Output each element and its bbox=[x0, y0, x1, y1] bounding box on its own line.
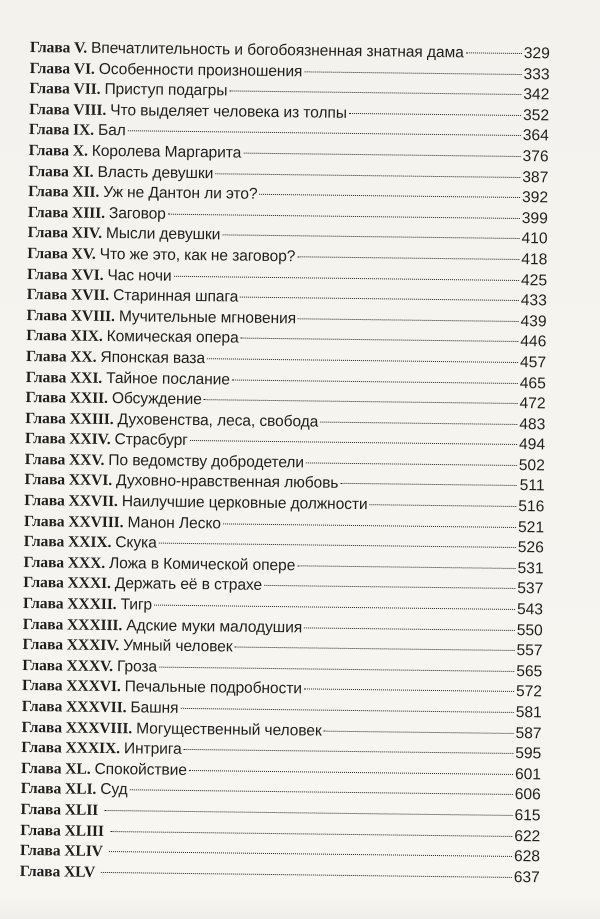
page-number: 622 bbox=[514, 827, 541, 845]
chapter-title: Печальные подробности bbox=[124, 678, 303, 698]
chapter-label: Глава XXII. bbox=[25, 389, 109, 408]
dot-leader bbox=[130, 790, 513, 796]
chapter-title: Спокойствие bbox=[94, 760, 187, 779]
page-number: 502 bbox=[518, 456, 545, 475]
dot-leader bbox=[370, 504, 517, 507]
chapter-title: Бал bbox=[97, 122, 126, 140]
page-number: 601 bbox=[514, 765, 542, 784]
chapter-title: Манон Леско bbox=[127, 513, 221, 533]
chapter-title: Особенности произношения bbox=[98, 60, 303, 80]
chapter-title: Заговор bbox=[108, 204, 166, 223]
page-number: 521 bbox=[517, 518, 545, 536]
dot-leader bbox=[128, 131, 521, 137]
dot-leader bbox=[101, 872, 512, 878]
chapter-title: Гроза bbox=[116, 657, 158, 676]
dot-leader bbox=[324, 730, 514, 733]
dot-leader bbox=[190, 440, 517, 445]
chapter-label: Глава XXXVIII. bbox=[21, 718, 133, 737]
chapter-label: Глава XV. bbox=[27, 244, 96, 263]
page-number: 550 bbox=[516, 621, 543, 639]
chapter-label: Глава XXXVI. bbox=[21, 677, 121, 696]
dot-leader bbox=[110, 831, 512, 837]
chapter-title: Суд bbox=[100, 781, 128, 799]
chapter-label: Глава XXXV. bbox=[22, 656, 114, 675]
chapter-title: Ложа в Комической опере bbox=[108, 554, 296, 575]
chapter-title: Умный человек bbox=[123, 637, 233, 656]
dot-leader bbox=[180, 708, 513, 713]
page-number: 399 bbox=[521, 209, 548, 228]
chapter-title: Интрига bbox=[123, 740, 182, 759]
chapter-label: Глава XLIII bbox=[20, 821, 105, 840]
dot-leader bbox=[207, 358, 518, 363]
page-number: 439 bbox=[520, 312, 547, 331]
page-number: 526 bbox=[517, 539, 544, 557]
chapter-title: Страсбург bbox=[114, 431, 188, 450]
dot-leader bbox=[264, 585, 515, 589]
chapter-label: Глава IX. bbox=[28, 121, 95, 140]
page-number: 465 bbox=[519, 374, 546, 392]
chapter-label: Глава XXXII. bbox=[22, 594, 117, 614]
chapter-label: Глава X. bbox=[28, 141, 88, 160]
chapter-label: Глава XXIII. bbox=[25, 409, 114, 428]
chapter-title: Тигр bbox=[120, 596, 153, 614]
page-number: 557 bbox=[516, 642, 543, 660]
chapter-label: Глава XI. bbox=[28, 162, 94, 181]
page-number: 333 bbox=[523, 65, 550, 83]
page-number: 392 bbox=[521, 189, 549, 207]
page-number: 494 bbox=[518, 436, 546, 454]
chapter-label: Глава XXVI. bbox=[24, 471, 113, 490]
dot-leader bbox=[340, 483, 516, 486]
chapter-title: Час ночи bbox=[107, 266, 172, 285]
page-number: 352 bbox=[522, 106, 550, 125]
chapter-label: Глава VIII. bbox=[29, 100, 107, 119]
chapter-label: Глава VII. bbox=[29, 80, 101, 99]
chapter-label: Глава V. bbox=[29, 38, 88, 57]
chapter-label: Глава XVII. bbox=[26, 286, 110, 305]
page-number: 595 bbox=[515, 745, 542, 763]
chapter-label: Глава XIX. bbox=[26, 327, 103, 346]
page-number: 387 bbox=[522, 168, 549, 186]
chapter-label: Глава XXXI. bbox=[23, 574, 111, 593]
chapter-title: По ведомству добродетели bbox=[108, 451, 305, 472]
dot-leader bbox=[349, 113, 521, 116]
chapter-title: Комическая опера bbox=[106, 328, 239, 347]
chapter-label: Глава VI. bbox=[29, 59, 95, 78]
chapter-title: Японская ваза bbox=[100, 348, 206, 368]
chapter-label: Глава XXX. bbox=[23, 553, 106, 572]
chapter-label: Глава XL. bbox=[20, 759, 91, 778]
dot-leader bbox=[154, 605, 515, 610]
dot-leader bbox=[297, 565, 515, 569]
dot-leader bbox=[159, 543, 516, 548]
chapter-label: Глава XVI. bbox=[27, 265, 104, 284]
chapter-title: Наилучшие церковные должности bbox=[121, 493, 368, 514]
chapter-title: Впечатлительность и богобоязненная знатная дама bbox=[90, 39, 464, 62]
chapter-label: Глава XLI. bbox=[20, 780, 97, 799]
chapter-title: Старинная шпага bbox=[113, 287, 239, 306]
chapter-label: Глава XLIV bbox=[19, 842, 103, 861]
chapter-title: Скука bbox=[115, 534, 157, 552]
chapter-label: Глава XLV bbox=[19, 862, 96, 881]
dot-leader bbox=[243, 153, 520, 157]
chapter-label: Глава XLII bbox=[20, 800, 99, 819]
dot-leader bbox=[189, 770, 513, 775]
page-number: 425 bbox=[520, 271, 548, 289]
chapter-title: Приступ подагры bbox=[104, 81, 228, 100]
chapter-title: Тайное послание bbox=[106, 369, 230, 388]
dot-leader bbox=[159, 666, 514, 671]
page-shadow bbox=[0, 895, 600, 919]
dot-leader bbox=[184, 749, 514, 754]
dot-leader bbox=[229, 91, 521, 96]
page-number: 342 bbox=[523, 86, 550, 104]
dot-leader bbox=[104, 810, 512, 816]
page-number: 457 bbox=[519, 353, 547, 372]
page-number: 472 bbox=[519, 395, 546, 413]
chapter-label: Глава XIII. bbox=[27, 203, 106, 222]
dot-leader bbox=[223, 523, 516, 528]
chapter-title: Что же это, как не заговор? bbox=[99, 245, 296, 266]
chapter-title: Уж не Дантон ли это? bbox=[103, 184, 258, 203]
page-number: 364 bbox=[522, 127, 549, 145]
page-number: 446 bbox=[520, 333, 547, 351]
chapter-label: Глава XIV. bbox=[27, 224, 103, 243]
page-number: 329 bbox=[523, 45, 550, 63]
page-number: 410 bbox=[521, 230, 548, 248]
chapter-title: Башня bbox=[130, 699, 179, 717]
page-number: 483 bbox=[519, 415, 546, 434]
dot-leader bbox=[297, 256, 519, 260]
chapter-title: Что выделяет человека из толпы bbox=[110, 101, 348, 122]
chapter-title: Духовенства, леса, свобода bbox=[117, 410, 319, 431]
chapter-title: Духовно-нравственная любовь bbox=[115, 472, 339, 493]
chapter-label: Глава XX. bbox=[26, 347, 97, 366]
page-number: 615 bbox=[514, 806, 541, 825]
chapter-title: Власть девушки bbox=[97, 163, 214, 182]
dot-leader bbox=[240, 297, 519, 301]
chapter-label: Глава XXIX. bbox=[23, 533, 112, 552]
chapter-label: Глава XXVII. bbox=[24, 492, 118, 511]
dot-leader bbox=[204, 399, 518, 404]
dot-leader bbox=[109, 851, 512, 857]
chapter-title: Адские муки малодушия bbox=[126, 616, 303, 636]
page-number: 606 bbox=[514, 786, 541, 804]
page-number: 572 bbox=[515, 683, 543, 701]
page-number: 587 bbox=[515, 724, 542, 742]
dot-leader bbox=[306, 462, 517, 466]
page-number: 543 bbox=[516, 601, 544, 619]
chapter-label: Глава XXVIII. bbox=[23, 512, 124, 531]
chapter-title: Мысли девушки bbox=[105, 225, 221, 244]
page-number: 418 bbox=[521, 250, 548, 269]
page-number: 376 bbox=[522, 147, 549, 166]
dot-leader bbox=[304, 71, 521, 75]
chapter-title: Держать её в страхе bbox=[114, 575, 263, 595]
chapter-label: Глава XXI. bbox=[25, 368, 103, 387]
dot-leader bbox=[232, 379, 518, 383]
dot-leader bbox=[241, 338, 519, 342]
chapter-title: Королева Маргарита bbox=[91, 142, 242, 162]
chapter-title: Могущественный человек bbox=[136, 719, 322, 740]
dot-leader bbox=[259, 194, 520, 198]
table-of-contents bbox=[20, 38, 550, 889]
chapter-label: Глава XXXIII. bbox=[22, 615, 123, 634]
page-number: 511 bbox=[519, 477, 545, 495]
chapter-label: Глава XXXIV. bbox=[22, 636, 120, 655]
chapter-label: Глава XXV. bbox=[24, 450, 105, 469]
chapter-title: Мучительные мгновения bbox=[118, 307, 297, 327]
dot-leader bbox=[168, 213, 520, 218]
page-number: 537 bbox=[517, 580, 544, 598]
page-number: 628 bbox=[513, 848, 541, 866]
chapter-title: Обсуждение bbox=[111, 390, 202, 409]
dot-leader bbox=[222, 235, 519, 240]
page-number: 581 bbox=[515, 703, 542, 722]
chapter-label: Глава XXXVII. bbox=[21, 697, 127, 717]
page-number: 637 bbox=[513, 868, 540, 887]
dot-leader bbox=[215, 173, 520, 178]
dot-leader bbox=[304, 689, 514, 693]
chapter-label: Глава XVIII. bbox=[26, 306, 115, 325]
dot-leader bbox=[466, 52, 522, 54]
dot-leader bbox=[320, 421, 517, 424]
page-number: 565 bbox=[516, 662, 543, 681]
dot-leader bbox=[235, 647, 515, 651]
page-number: 531 bbox=[517, 559, 544, 578]
chapter-label: Глава XII. bbox=[28, 183, 100, 202]
page-number: 516 bbox=[518, 498, 545, 516]
chapter-label: Глава XXXIX. bbox=[21, 739, 121, 758]
dot-leader bbox=[174, 275, 519, 280]
dot-leader bbox=[298, 318, 519, 322]
dot-leader bbox=[304, 627, 515, 631]
chapter-label: Глава XXIV. bbox=[24, 430, 111, 449]
page-number: 433 bbox=[520, 292, 547, 310]
